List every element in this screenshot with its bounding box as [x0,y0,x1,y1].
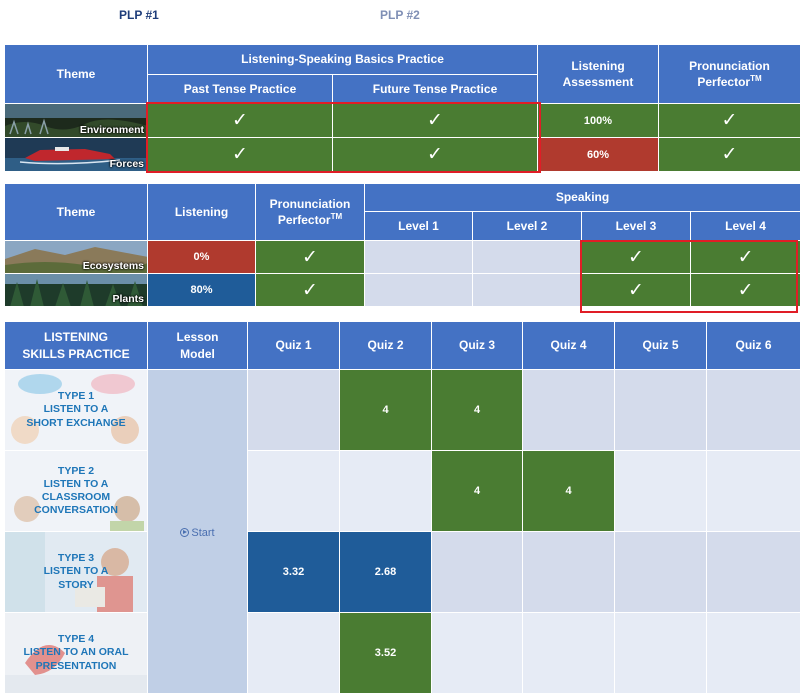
type-line: LISTEN TO A [43,403,109,416]
lesson-model-header [148,322,248,370]
quiz-5-cell[interactable] [615,370,707,451]
level-1-header: Level 1 [365,212,473,241]
quiz-6-cell[interactable] [707,370,801,451]
quiz-2-score[interactable]: 2.68 [340,532,432,613]
type-4-oral-presentation[interactable] [5,613,148,694]
pronunciation-perfector-header [659,45,801,104]
quiz-4-header: Quiz 4 [523,322,615,370]
type-label [7,465,145,518]
listening-skills-header [5,322,148,370]
quiz-6-header: Quiz 6 [707,322,801,370]
level-3-header: Level 3 [582,212,691,241]
listening-score[interactable]: 0% [148,241,256,274]
quiz-6-cell[interactable] [707,613,801,694]
theme-plants[interactable] [5,274,148,307]
type-label [7,552,145,591]
start-label: Start [191,526,215,539]
pronunciation-perfector-header [256,184,365,241]
listening-score[interactable]: 80% [148,274,256,307]
type-line: CLASSROOM [41,491,111,503]
theme-label: Plants [112,293,144,305]
trademark-mark: TM [330,212,343,221]
theme-environment[interactable] [5,104,148,138]
lesson-header-line-2: Model [180,346,215,361]
quiz-3-cell[interactable] [432,613,523,694]
level-3-check[interactable]: ✓ [582,274,691,307]
type-line: LISTEN TO A [43,565,109,578]
type-1-short-exchange[interactable] [5,370,148,451]
pronunciation-header-line-2: Perfector [277,213,331,227]
listening-assessment-score[interactable]: 60% [538,138,659,172]
level-1-cell[interactable] [365,274,473,307]
past-tense-header: Past Tense Practice [148,75,333,104]
quiz-1-header: Quiz 1 [248,322,340,370]
lesson-header-line-1: Lesson [176,330,219,345]
theme-ecosystems[interactable] [5,241,148,274]
level-2-cell[interactable] [473,241,582,274]
type-line: TYPE 1 [57,390,95,403]
listening-skills-practice-table [4,321,801,694]
start-button[interactable] [180,527,214,539]
type-line: CONVERSATION [34,504,118,517]
pronunciation-check[interactable]: ✓ [256,241,365,274]
quiz-5-cell[interactable] [615,451,707,532]
quiz-1-cell[interactable] [248,370,340,451]
listening-assessment-score[interactable]: 100% [538,104,659,138]
quiz-1-cell[interactable] [248,613,340,694]
quiz-4-cell[interactable] [523,370,615,451]
theme-label: Forces [109,158,144,170]
type-line: SHORT EXCHANGE [26,416,126,429]
basics-practice-header: Listening-Speaking Basics Practice [148,45,538,75]
quiz-1-score[interactable]: 3.32 [248,532,340,613]
type-line: TYPE 3 [57,552,95,565]
type-label [7,390,145,429]
past-tense-check[interactable]: ✓ [148,138,333,172]
type-2-classroom-conversation[interactable] [5,451,148,532]
type-line: STORY [58,578,94,591]
quiz-3-cell[interactable] [432,532,523,613]
type-line: TYPE 2 [57,464,95,477]
pronunciation-header-line-2: Perfector [697,75,751,89]
quiz-2-cell[interactable] [340,451,432,532]
tab-plp-1[interactable]: PLP #1 [119,8,159,22]
quiz-6-cell[interactable] [707,532,801,613]
quiz-2-score[interactable]: 3.52 [340,613,432,694]
pronunciation-header-line-1: Pronunciation [269,196,351,211]
level-4-header: Level 4 [691,212,801,241]
quiz-4-score[interactable]: 4 [523,451,615,532]
level-2-cell[interactable] [473,274,582,307]
listening-header: Listening [148,184,256,241]
pronunciation-check[interactable]: ✓ [659,138,801,172]
quiz-6-cell[interactable] [707,451,801,532]
speaking-header: Speaking [365,184,801,212]
theme-header: Theme [5,45,148,104]
skills-header-line-1: LISTENING [43,330,108,345]
theme-label: Ecosystems [82,260,144,272]
listening-assessment-header [538,45,659,104]
quiz-2-score[interactable]: 4 [340,370,432,451]
level-4-check[interactable]: ✓ [691,274,801,307]
lesson-model-start[interactable] [148,370,248,694]
type-line: LISTEN TO AN ORAL [23,646,129,659]
level-4-check[interactable]: ✓ [691,241,801,274]
theme-forces[interactable] [5,138,148,172]
level-3-check[interactable]: ✓ [582,241,691,274]
listening-speaking-basics-table [4,44,801,172]
quiz-3-header: Quiz 3 [432,322,523,370]
type-label [7,633,145,672]
skills-header-line-2: SKILLS PRACTICE [22,346,130,361]
level-1-cell[interactable] [365,241,473,274]
tab-plp-2[interactable]: PLP #2 [380,8,420,22]
listening-assessment-header-line-2: Assessment [562,75,634,89]
quiz-3-score[interactable]: 4 [432,370,523,451]
quiz-2-header: Quiz 2 [340,322,432,370]
theme-header: Theme [5,184,148,241]
type-line: PRESENTATION [35,659,117,672]
quiz-5-cell[interactable] [615,613,707,694]
trademark-mark: TM [750,74,762,83]
quiz-4-cell[interactable] [523,532,615,613]
plp-tabs [0,0,804,36]
quiz-3-score[interactable]: 4 [432,451,523,532]
pronunciation-check[interactable]: ✓ [256,274,365,307]
quiz-5-cell[interactable] [615,532,707,613]
listening-assessment-header-line-1: Listening [571,58,625,73]
speaking-table [4,183,801,307]
quiz-5-header: Quiz 5 [615,322,707,370]
type-line: TYPE 4 [57,633,95,646]
future-tense-check[interactable]: ✓ [333,138,538,172]
theme-label: Environment [79,124,144,136]
play-circle-icon [180,528,189,537]
future-tense-check[interactable]: ✓ [333,104,538,138]
pronunciation-check[interactable]: ✓ [659,104,801,138]
pronunciation-header-line-1: Pronunciation [689,58,770,73]
quiz-4-cell[interactable] [523,613,615,694]
level-2-header: Level 2 [473,212,582,241]
past-tense-check[interactable]: ✓ [148,104,333,138]
type-3-story[interactable] [5,532,148,613]
type-line: LISTEN TO A [43,477,109,490]
quiz-1-cell[interactable] [248,451,340,532]
future-tense-header: Future Tense Practice [333,75,538,104]
